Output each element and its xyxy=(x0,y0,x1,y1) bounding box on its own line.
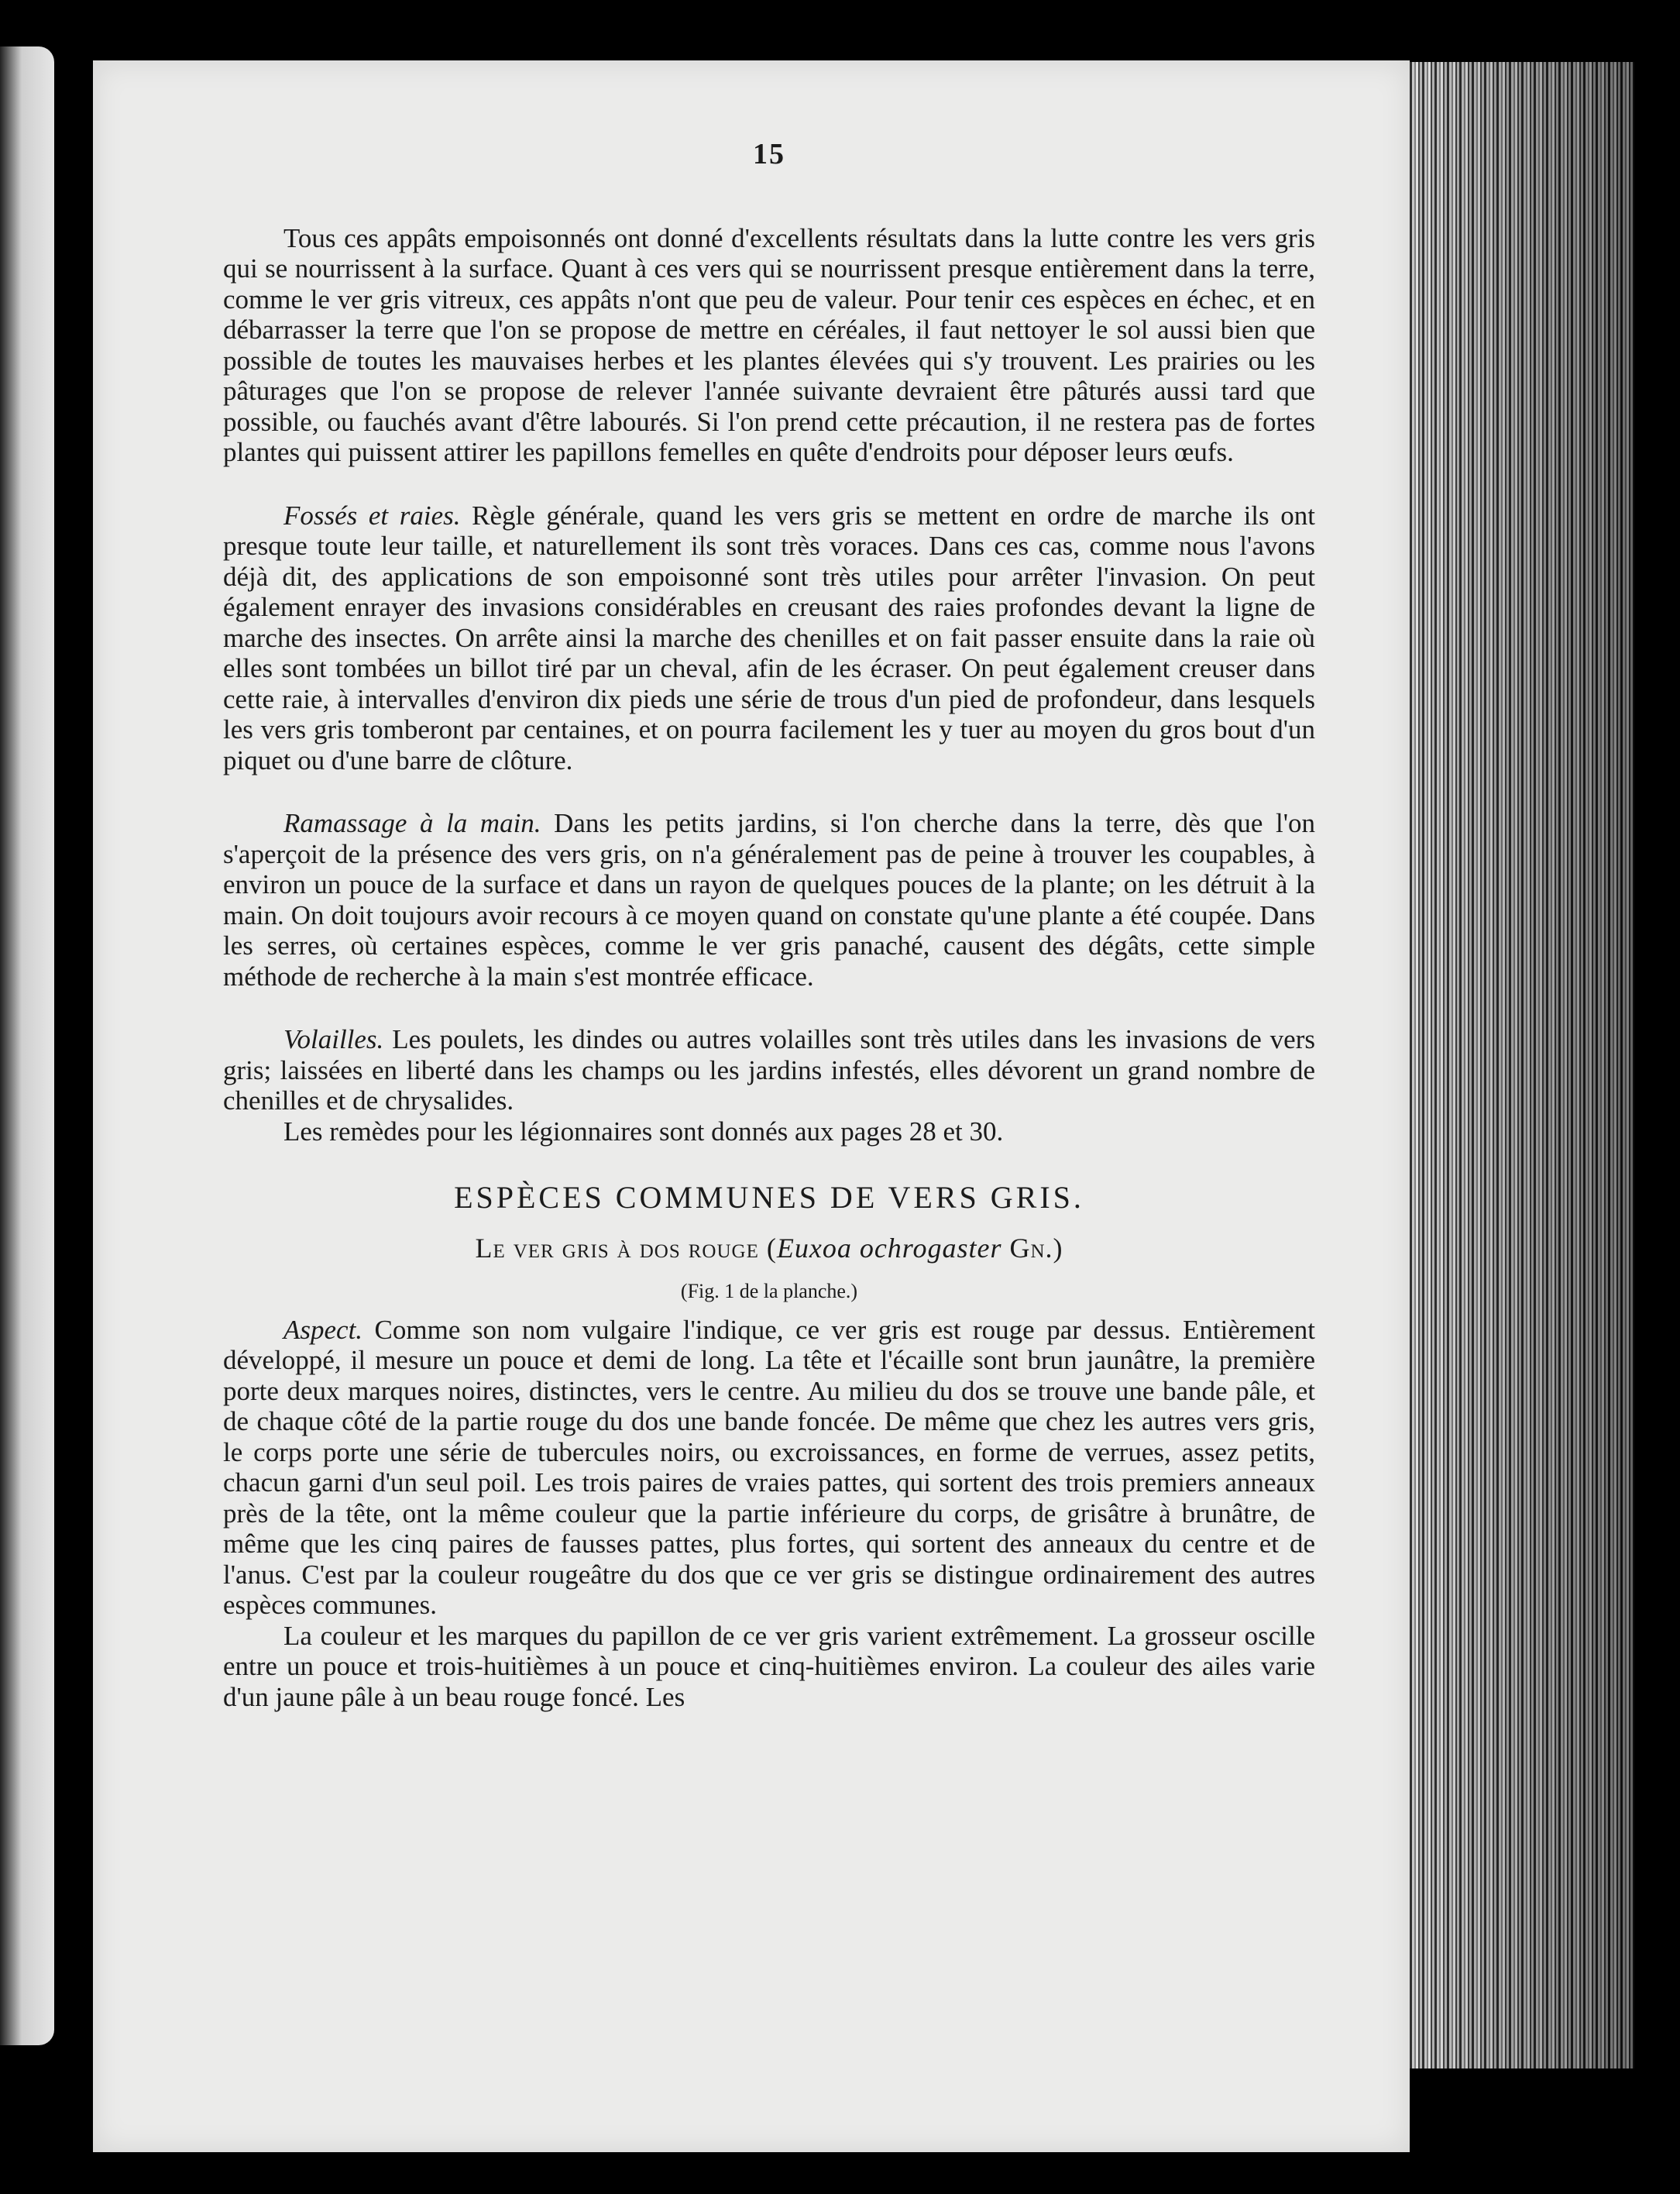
facing-page-edge xyxy=(0,46,54,2045)
paragraph-text: Les poulets, les dindes ou autres volailles sont très utiles dans les invasions de vers gris; laissées en liberté dans les champs ou les jardins infestés, elles dévorent un grand nombre de chenilles et de chrysalides. xyxy=(223,1024,1315,1116)
paragraph-moth xyxy=(223,1621,1315,1713)
paragraph-lead: Aspect. xyxy=(283,1314,363,1345)
paragraph-text: Dans les petits jardins, si l'on cherche dans la terre, dès que l'on s'aperçoit de la présence des vers gris, on n'a généralement pas de peine à trouver les coupables, à environ un pouce de la surface et dans un rayon de quelques pouces de la plante; on les détruit à la main. On doit toujours avoir recours à ce moyen quand on constate qu'une plante a été coupée. Dans les serres, où certaines espèces, comme le ver gris panaché, causent des dégâts, cette simple méthode de recherche à la main s'est montrée efficace. xyxy=(223,808,1316,992)
figure-reference: (Fig. 1 de la planche.) xyxy=(680,1280,858,1302)
page-number: 15 xyxy=(753,138,785,170)
species-heading xyxy=(223,1233,1315,1264)
paragraph-remedies xyxy=(223,1116,1315,1147)
paragraph-text: La couleur et les marques du papillon de ce ver gris varient extrêmement. La grosseur oscille entre un pouce et trois-huitièmes à un pouce et cinq-huitièmes environ. La couleur des ailes varie d'un jaune pâle à un beau rouge foncé. Les xyxy=(223,1620,1315,1712)
section-heading: ESPÈCES COMMUNES DE VERS GRIS. xyxy=(454,1180,1084,1215)
paragraph-lead: Ramassage à la main. xyxy=(283,808,541,838)
page-text-block xyxy=(223,139,1315,1712)
paragraph-text: Tous ces appâts empoisonnés ont donné d'excellents résultats dans la lutte contre les vers gris qui se nourrissent à la surface. Quant à ces vers qui se nourrissent presque entièrement dans la terre, comme le ver gris vitreux, ces appâts n'ont que peu de valeur. Pour tenir ces espèces en échec, et en débarrasser la terre que l'on se propose de mettre en céréales, il faut nettoyer le sol aussi bien que possible de toutes les mauvaises herbes et les plantes élevées qui s'y trouvent. Les prairies ou les pâturages que l'on se propose de relever l'année suivante devraient être pâturés aussi tard que possible, ou fauchés avant d'être labourés. Si l'on prend cette précaution, il ne restera pas de fortes plantes qui puissent attirer les papillons femelles en quête d'endroits pour déposer leurs œufs. xyxy=(223,222,1315,467)
paragraph-lead: Volailles. xyxy=(283,1024,384,1054)
species-common-name: Le ver gris à dos rouge xyxy=(475,1232,759,1264)
species-scientific-name: Euxoa ochrogaster xyxy=(776,1232,1002,1264)
paragraph-ditches xyxy=(223,500,1315,776)
species-authority: Gn.) xyxy=(1009,1232,1063,1264)
paragraph-lead: Fossés et raies. xyxy=(283,500,461,531)
book-page-edges xyxy=(1410,62,1634,2068)
paragraph-text: Comme son nom vulgaire l'indique, ce ver gris est rouge par dessus. Entièrement développé, il mesure un pouce et demi de long. La tête et l'écaille sont brun jaunâtre, la première porte deux marques noires, distinctes, vers le centre. Au milieu du dos se trouve une bande pâle, et de chaque côté de la partie rouge du dos une bande foncée. De même que chez les autres vers gris, le corps porte une série de tubercules noirs, ou excroissances, en forme de verrues, assez petits, chacun garni d'un seul poil. Les trois paires de vraies pattes, qui sortent des trois premiers anneaux près de la tête, ont la même couleur que la partie inférieure du corps, de grisâtre à brunâtre, de même que les cinq paires de fausses pattes, plus fortes, qui sortent des anneaux du centre et de l'anus. C'est par la couleur rougeâtre du dos que ce ver gris se distingue ordinairement des autres espèces communes. xyxy=(223,1314,1316,1620)
paragraph-poisoned-baits xyxy=(223,223,1315,468)
paragraph-poultry xyxy=(223,1024,1315,1116)
paragraph-aspect xyxy=(223,1315,1315,1621)
paragraph-text: Les remèdes pour les légionnaires sont donnés aux pages 28 et 30. xyxy=(283,1116,1004,1147)
paragraph-text: Règle générale, quand les vers gris se mettent en ordre de marche ils ont presque toute leur taille, et naturellement ils sont très voraces. Dans ces cas, comme nous l'avons déjà dit, des applications de son empoisonné sont très utiles pour arrêter l'invasion. On peut également enrayer des invasions considérables en creusant des raies profondes devant la ligne de marche des insectes. On arrête ainsi la marche des chenilles et on fait passer ensuite dans la raie où elles sont tombées un billot tiré par un cheval, afin de les écraser. On peut également creuser dans cette raie, à intervalles d'environ dix pieds une série de trous d'un pied de profondeur, dans lesquels les vers gris tomberont par centaines, et on pourra facilement les y tuer au moyen du gros bout d'un piquet ou d'une barre de clôture. xyxy=(223,500,1315,775)
species-open-paren: ( xyxy=(766,1232,777,1264)
paragraph-hand-picking xyxy=(223,808,1315,992)
